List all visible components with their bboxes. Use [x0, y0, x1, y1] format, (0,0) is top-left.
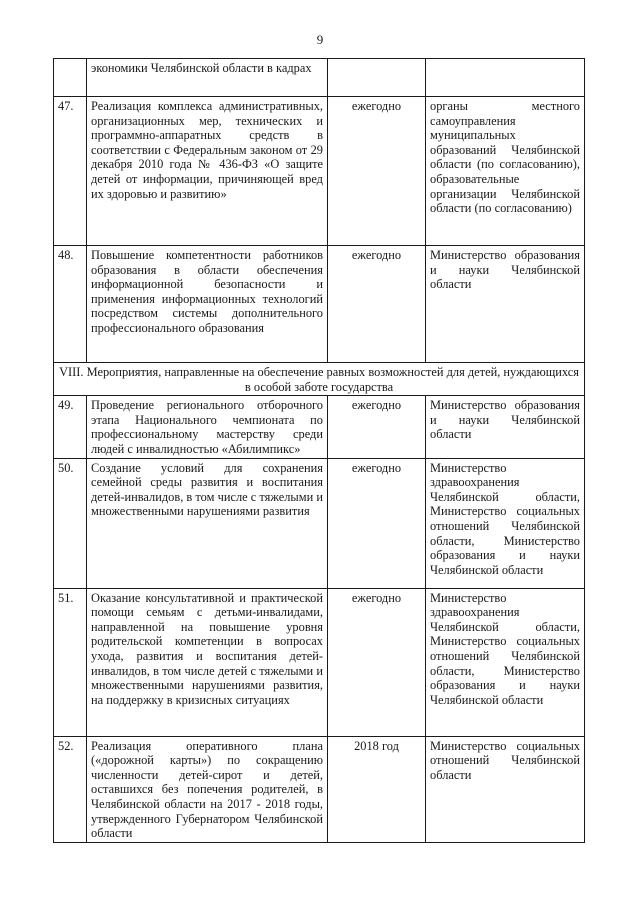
- section-heading-row: [54, 363, 585, 396]
- measure-name: Создание условий для сохранения семейной среды развития и воспитания детей-инвалидов, в том числе с тяжелыми и множественными нарушениями развития: [87, 458, 328, 588]
- measure-name: Реализация комплекса административных, организационных мер, технических и программно-аппаратных средств в соответствии с Федеральным законом от 29 декабря 2010 года № 436-ФЗ «О защите детей от информации, причиняющей вред их здоровью и развитию»: [87, 97, 328, 246]
- row-number: 49.: [54, 396, 87, 458]
- table-row: [54, 97, 585, 246]
- measure-name: экономики Челябинской области в кадрах: [87, 59, 328, 97]
- table-row: [54, 59, 585, 97]
- measure-name: Проведение регионального отборочного этапа Национального чемпионата по профессиональному мастерству среди людей с инвалидностью «Абилимпикс»: [87, 396, 328, 458]
- measure-executor: [426, 59, 585, 97]
- row-number: 52.: [54, 736, 87, 842]
- row-number: 51.: [54, 588, 87, 736]
- row-number: 47.: [54, 97, 87, 246]
- table-row: [54, 396, 585, 458]
- measure-term: ежегодно: [328, 97, 426, 246]
- measure-executor: Министерство образования и науки Челябинской области: [426, 246, 585, 363]
- measure-term: ежегодно: [328, 246, 426, 363]
- measure-term: 2018 год: [328, 736, 426, 842]
- section-heading: VIII. Мероприятия, направленные на обеспечение равных возможностей для детей, нуждающихся в особой заботе государства: [54, 363, 585, 396]
- measure-executor: Министерство образования и науки Челябинской области: [426, 396, 585, 458]
- measure-term: ежегодно: [328, 588, 426, 736]
- table-row: [54, 246, 585, 363]
- row-number: 48.: [54, 246, 87, 363]
- measures-table: [53, 58, 585, 843]
- row-number: [54, 59, 87, 97]
- measure-name: Оказание консультативной и практической помощи семьям с детьми-инвалидами, направленной на повышение уровня родительской компетенции в вопросах ухода, развития и воспитания детей-инвалидов, в том числе детей с тяжелыми и множественными нарушениями развития, на поддержку в кризисных ситуациях: [87, 588, 328, 736]
- table-row: [54, 736, 585, 842]
- measure-name: Реализация оперативного плана («дорожной карты») по сокращению численности детей-сирот и детей, оставшихся без попечения родителей, в Челябинской области на 2017 - 2018 годы, утвержденного Губернатором Челябинской области: [87, 736, 328, 842]
- row-number: 50.: [54, 458, 87, 588]
- page-number: 9: [316, 32, 324, 47]
- measure-executor: Министерство социальных отношений Челябинской области: [426, 736, 585, 842]
- measure-term: ежегодно: [328, 458, 426, 588]
- measure-term: ежегодно: [328, 396, 426, 458]
- measure-executor: Министерство здравоохранения Челябинской области, Министерство социальных отношений Челябинской области, Министерство образования и науки Челябинской области: [426, 458, 585, 588]
- measure-term: [328, 59, 426, 97]
- table-row: [54, 588, 585, 736]
- measure-executor: органы местного самоуправления муниципальных образований Челябинской области (по согласованию), образовательные организации Челябинской области (по согласованию): [426, 97, 585, 246]
- measure-name: Повышение компетентности работников образования в области обеспечения информационной безопасности и применения информационных технологий посредством системы дополнительного профессионального образования: [87, 246, 328, 363]
- measure-executor: Министерство здравоохранения Челябинской области, Министерство социальных отношений Челябинской области, Министерство образования и науки Челябинской области: [426, 588, 585, 736]
- table-row: [54, 458, 585, 588]
